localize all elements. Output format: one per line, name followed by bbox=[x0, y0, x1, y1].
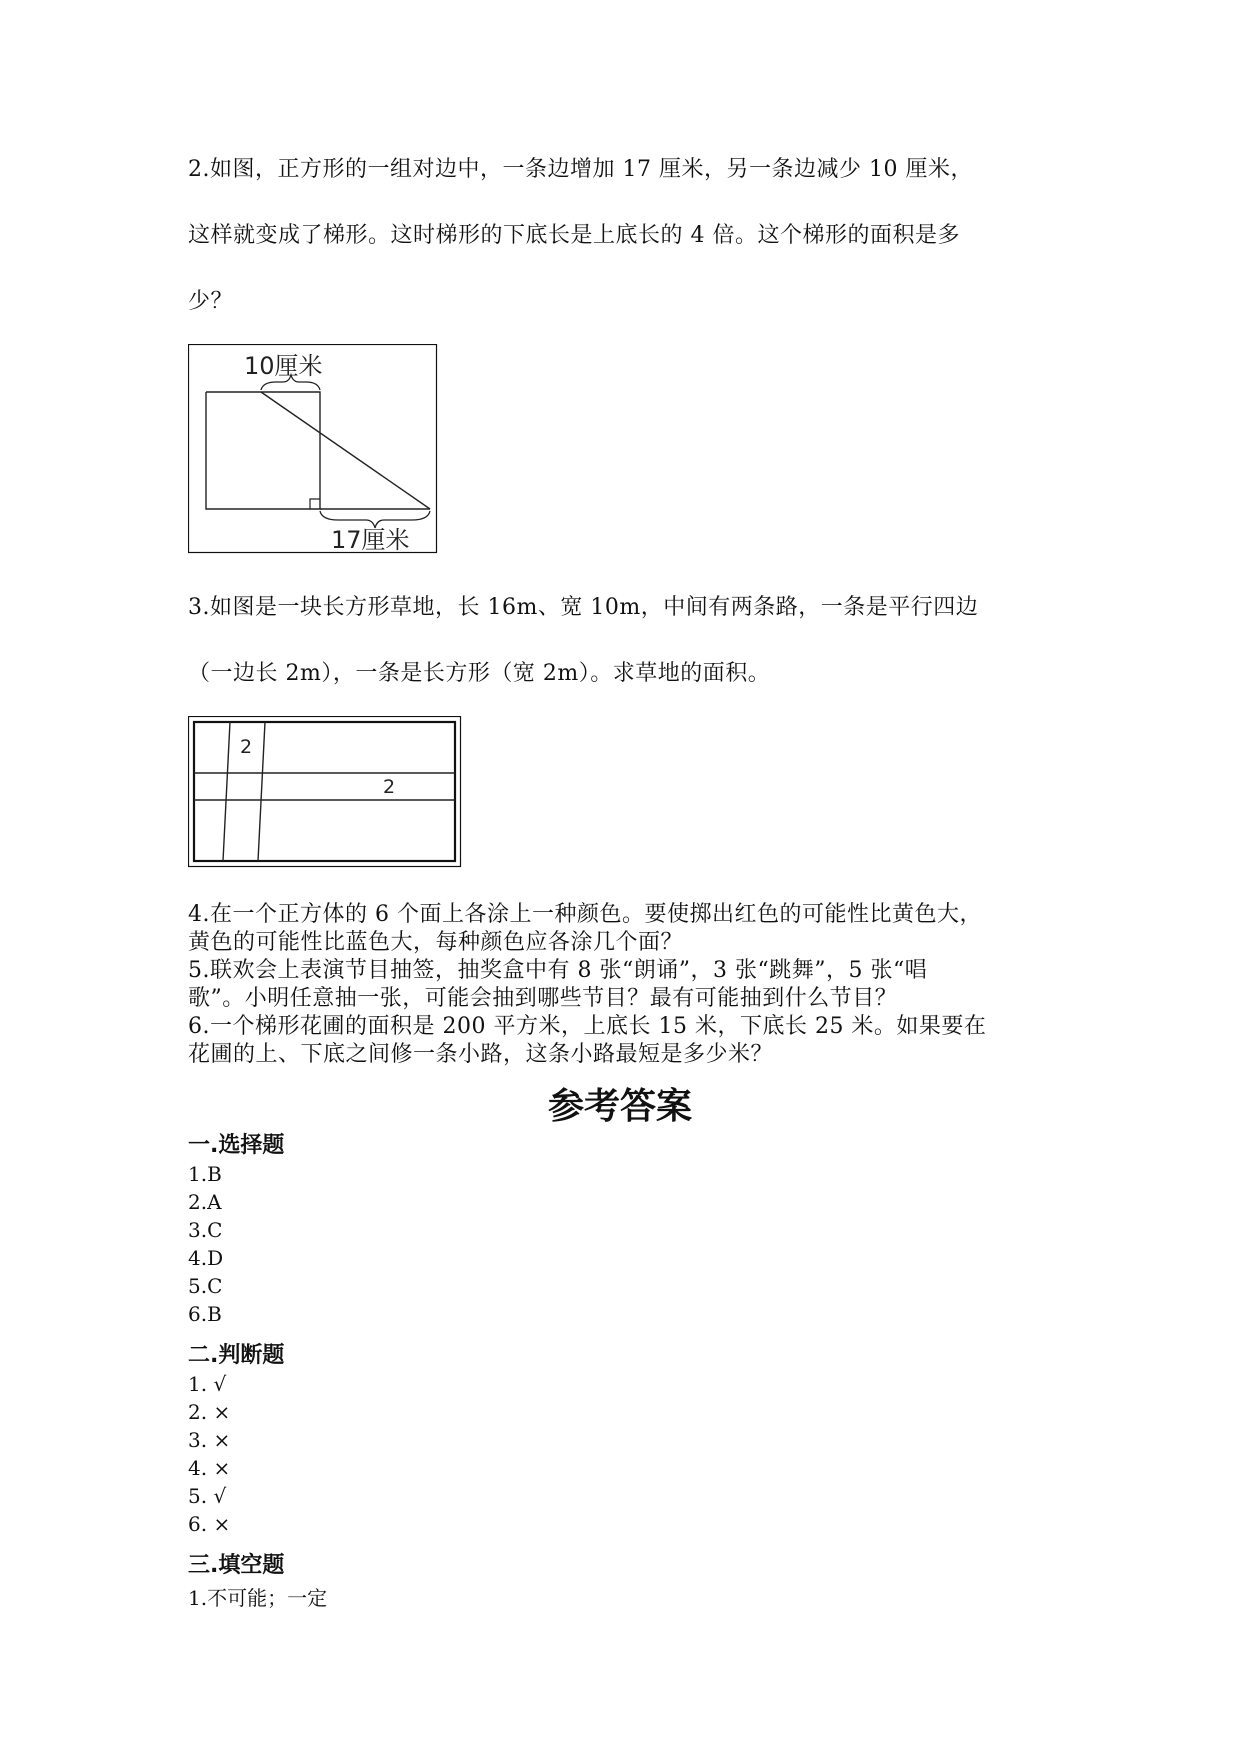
section1-title: 一.选择题 bbox=[188, 1133, 285, 1158]
q2-line1: 2.如图，正方形的一组对边中，一条边增加 17 厘米，另一条边减少 10 厘米， bbox=[188, 157, 973, 182]
trapezoid-figure bbox=[188, 344, 438, 554]
section2-answer: 6. × bbox=[188, 1512, 231, 1536]
q2-line2: 这样就变成了梯形。这时梯形的下底长是上底长的 4 倍。这个梯形的面积是多 bbox=[188, 223, 960, 248]
section1-answer: 4.D bbox=[188, 1246, 224, 1270]
section1-answer: 3.C bbox=[188, 1218, 223, 1242]
q3-line1: 3.如图是一块长方形草地，长 16m、宽 10m，中间有两条路，一条是平行四边 bbox=[188, 595, 979, 620]
bottom-length-label: 17厘米 bbox=[331, 526, 410, 554]
section2-answer: 5. √ bbox=[188, 1484, 227, 1508]
q5-line1: 5.联欢会上表演节目抽签，抽奖盒中有 8 张“朗诵”，3 张“跳舞”，5 张“唱 bbox=[188, 958, 928, 983]
section2-answer: 4. × bbox=[188, 1456, 231, 1480]
q4-line1: 4.在一个正方体的 6 个面上各涂上一种颜色。要使掷出红色的可能性比黄色大， bbox=[188, 902, 982, 927]
section3-answer: 1.不可能；一定 bbox=[188, 1586, 328, 1610]
answers-title: 参考答案 bbox=[547, 1086, 692, 1127]
section2-answer: 3. × bbox=[188, 1428, 231, 1452]
q6-line1: 6.一个梯形花圃的面积是 200 平方米，上底长 15 米，下底长 25 米。如果要在 bbox=[188, 1014, 987, 1039]
section1-answer: 2.A bbox=[188, 1190, 222, 1214]
q2-line3: 少？ bbox=[188, 289, 234, 314]
section2-answer: 2. × bbox=[188, 1400, 231, 1424]
section2-answer: 1. √ bbox=[188, 1372, 227, 1396]
lawn-figure bbox=[188, 716, 462, 868]
section1-answer: 5.C bbox=[188, 1274, 223, 1298]
top-length-label: 10厘米 bbox=[244, 352, 323, 380]
road-width-label: 2 bbox=[383, 776, 396, 798]
section3-title: 三.填空题 bbox=[188, 1553, 285, 1578]
parallelogram-width-label: 2 bbox=[240, 736, 253, 758]
q3-line2: （一边长 2m），一条是长方形（宽 2m）。求草地的面积。 bbox=[188, 661, 771, 686]
section1-answer: 6.B bbox=[188, 1302, 222, 1326]
q4-line2: 黄色的可能性比蓝色大，每种颜色应各涂几个面？ bbox=[188, 930, 684, 955]
section1-answer: 1.B bbox=[188, 1162, 222, 1186]
section2-title: 二.判断题 bbox=[188, 1343, 285, 1368]
q6-line2: 花圃的上、下底之间修一条小路，这条小路最短是多少米？ bbox=[188, 1042, 774, 1067]
q5-line2: 歌”。小明任意抽一张，可能会抽到哪些节目？最有可能抽到什么节目？ bbox=[188, 986, 898, 1011]
